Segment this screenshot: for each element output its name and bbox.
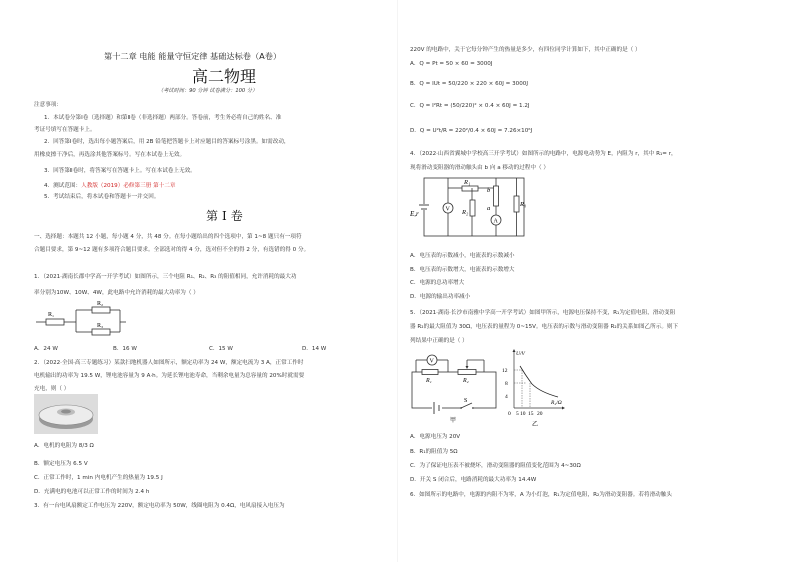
q4-label-emf: E,r — [410, 210, 419, 218]
q5-voltmeter-label: V — [429, 358, 434, 365]
q5-stem: 列结果中正确的是（ ） — [410, 338, 468, 344]
q5-stem: 5．（2021·湖南·长沙市南雅中学高一开学考试）如图甲所示，电源电压保持不变，R₁为定值电阻，滑动变阻 — [410, 310, 676, 316]
q1-label-r1: R₁ — [48, 312, 55, 318]
q1-circuit-figure — [36, 300, 126, 340]
note-line: 考证号填写在答题卡上。 — [34, 127, 96, 133]
q5-graph-figure — [500, 346, 568, 432]
q5-graph-x-tick: 15 — [528, 411, 534, 417]
exam-info: （考试时间：90 分钟 试卷满分：100 分） — [158, 88, 258, 94]
q4-label-r1: R₁ — [464, 179, 471, 186]
q4-label-a: a — [487, 205, 491, 212]
chapter-title: 第十二章 电能 能量守恒定律 基础达标卷（A卷） — [104, 51, 282, 61]
q5-circuit-figure — [408, 352, 504, 424]
q1-stem: 率分别为10W、10W、4W，此电路中允许消耗的最大功率为（ ） — [34, 290, 199, 296]
q5-graph-y-tick: 12 — [502, 368, 508, 374]
q5-label-r1: R₁ — [426, 378, 432, 384]
q5-graph-y-tick: 4 — [505, 394, 508, 400]
q1-option-a: A．24 W — [34, 346, 58, 352]
q5-graph-x-tick: 5 — [516, 411, 519, 417]
q2-option-c: C．正常工作时，1 min 内电机产生的热量为 19.5 J — [34, 475, 163, 481]
q4-option-b: B．电压表的示数增大，电流表的示数增大 — [410, 267, 515, 273]
note-line: 3．回答第Ⅱ卷时，将答案写在答题卡上。写在本试卷上无效。 — [44, 168, 196, 174]
q6-stem: 6．如图所示的电路中，电源的内阻不为零，A 为小灯泡，R₁为定值电阻，R₂为滑动变阻器。若将滑动触头 — [410, 492, 672, 498]
q1-option-c: C．15 W — [209, 346, 233, 352]
q5-graph-x-tick: 10 — [520, 411, 526, 417]
q3-option-b: B．Q = IUt = 50/220 × 220 × 60J = 3000J — [410, 81, 528, 87]
note-range-prefix: 4．测试范围： — [44, 183, 82, 189]
q2-stem: 充电，则（ ） — [34, 386, 70, 392]
q5-switch-label: S — [464, 398, 468, 404]
q4-label-b: b — [487, 187, 491, 194]
note-line: 用橡皮擦干净后，再选涂其他答案标号。写在本试卷上无效。 — [34, 152, 186, 158]
q5-option-c: C．为了保证电压表不被烧坏，滑动变阻器的阻值变化范围为 4~30Ω — [410, 463, 581, 469]
q5-graph-x-tick: 20 — [537, 411, 543, 417]
q5-option-b: B．R₁的阻值为 5Ω — [410, 449, 458, 455]
q4-circuit-figure — [410, 172, 535, 244]
q3-option-a: A．Q = Pt = 50 × 60 = 3000J — [410, 61, 493, 67]
q2-option-d: D．充满电的电池可以正常工作的时间为 2.4 h — [34, 489, 150, 495]
mc-intro: 一、选择题：本题共 12 小题，每小题 4 分，共 48 分。在每小题给出的四个选项中，第 1~8 题只有一项符 — [34, 234, 302, 240]
q4-stem: 现将滑动变阻器的滑动触头由 b 向 a 移动的过程中（ ） — [410, 165, 549, 171]
q4-ammeter-label: A — [493, 218, 498, 225]
q3-option-d: D．Q = U²t/R = 220²/0.4 × 60J = 7.26×10⁶J — [410, 128, 533, 134]
mc-intro: 合题目要求，第 9~12 题有多项符合题目要求。全部选对的得 4 分，选对但不全的得 2 分，有选错的得 0 分。 — [34, 247, 310, 253]
q5-stem: 器 R₂的最大阻值为 30Ω，电压表的量程为 0~15V。电压表的示数与滑动变阻器 R₂的关系如图乙所示。则下 — [410, 324, 679, 330]
q3-stem: 220V 的电路中，关于它每分钟产生的热量是多少，有四位同学计算如下，其中正确的是（ ） — [410, 47, 641, 53]
q4-option-c: C．电源的总功率增大 — [410, 280, 465, 286]
q1-option-b: B．16 W — [113, 346, 137, 352]
note-line-range — [44, 182, 175, 190]
notes-heading: 注意事项： — [34, 102, 62, 108]
section-title: 第Ⅰ卷 — [206, 209, 247, 223]
q1-option-d: D．14 W — [302, 346, 327, 352]
q4-stem: 4．（2022·山西省翼城中学校高三开学考试）如图所示的电路中，电源电动势为 E，内阻为 r，其中 R₁= r， — [410, 151, 677, 157]
note-line: 1．本试卷分第Ⅰ卷（选择题）和第Ⅱ卷（非选择题）两部分。答卷前，考生务必将自己的姓名、准 — [44, 115, 282, 121]
q2-stem: 电机输出的功率为 19.5 W，锂电池容量为 9 A·h。为延长锂电池寿命，当剩余电量为总容量的 20%时就需要 — [34, 373, 305, 379]
q2-option-a: A．电机的电阻为 8/3 Ω — [34, 443, 94, 449]
q5-label-r2: R₂ — [463, 378, 469, 384]
q5-option-a: A．电源电压为 20V — [410, 434, 461, 440]
q4-voltmeter-label: V — [445, 206, 450, 213]
q5-graph-y-tick: 8 — [505, 381, 508, 387]
q5-fig-label-jia: 甲 — [450, 418, 457, 424]
note-range-value: 人教版（2019）必修第三册 第十二章 — [81, 183, 176, 189]
page-divider — [397, 0, 398, 562]
q4-label-r2: R₂ — [462, 209, 469, 216]
q5-graph-x-tick: 0 — [508, 411, 511, 417]
q5-option-d: D．开关 S 闭合后，电路消耗的最大功率为 14.4W — [410, 477, 537, 483]
q4-label-r0: R₀ — [520, 201, 527, 208]
q1-label-r2: R₂ — [97, 301, 104, 307]
q5-graph-x-label: R₂/Ω — [551, 400, 562, 406]
note-line: 5．考试结束后，将本试卷和答题卡一并交回。 — [44, 194, 160, 200]
q2-option-b: B．额定电压为 6.5 V — [34, 461, 88, 467]
q5-fig-label-yi: 乙 — [532, 422, 539, 428]
q1-label-r3: R₃ — [97, 323, 104, 329]
q1-stem: 1．（2021·湖南长郡中学高一开学考试）如图所示，三个电阻 R₁、R₂、R₃ 的阻值相同，允许消耗的最大功 — [34, 274, 297, 280]
q2-stem: 2．（2022·全国·高三专题练习）某款扫地机器人如图所示，额定功率为 24 W，额定电流为 3 A，正常工作时 — [34, 360, 304, 366]
note-line: 2．回答第Ⅰ卷时，选出每小题答案后，用 2B 铅笔把答题卡上对应题目的答案标号涂黑。如需改动， — [44, 139, 290, 145]
q5-graph-y-label: U/V — [516, 351, 525, 357]
q3-option-c: C．Q = I²Rt = (50/220)² × 0.4 × 60J = 1.2J — [410, 103, 530, 109]
subject-title: 高二物理 — [192, 67, 257, 86]
q4-option-d: D．电源的输出功率减小 — [410, 294, 471, 300]
q4-option-a: A．电压表的示数减小，电流表的示数减小 — [410, 253, 515, 259]
robot-vacuum-image — [34, 394, 98, 434]
q3-stem: 3．有一台电风扇额定工作电压为 220V，额定电功率为 50W，线圈电阻为 0.4Ω，电风扇接入电压为 — [34, 503, 285, 509]
